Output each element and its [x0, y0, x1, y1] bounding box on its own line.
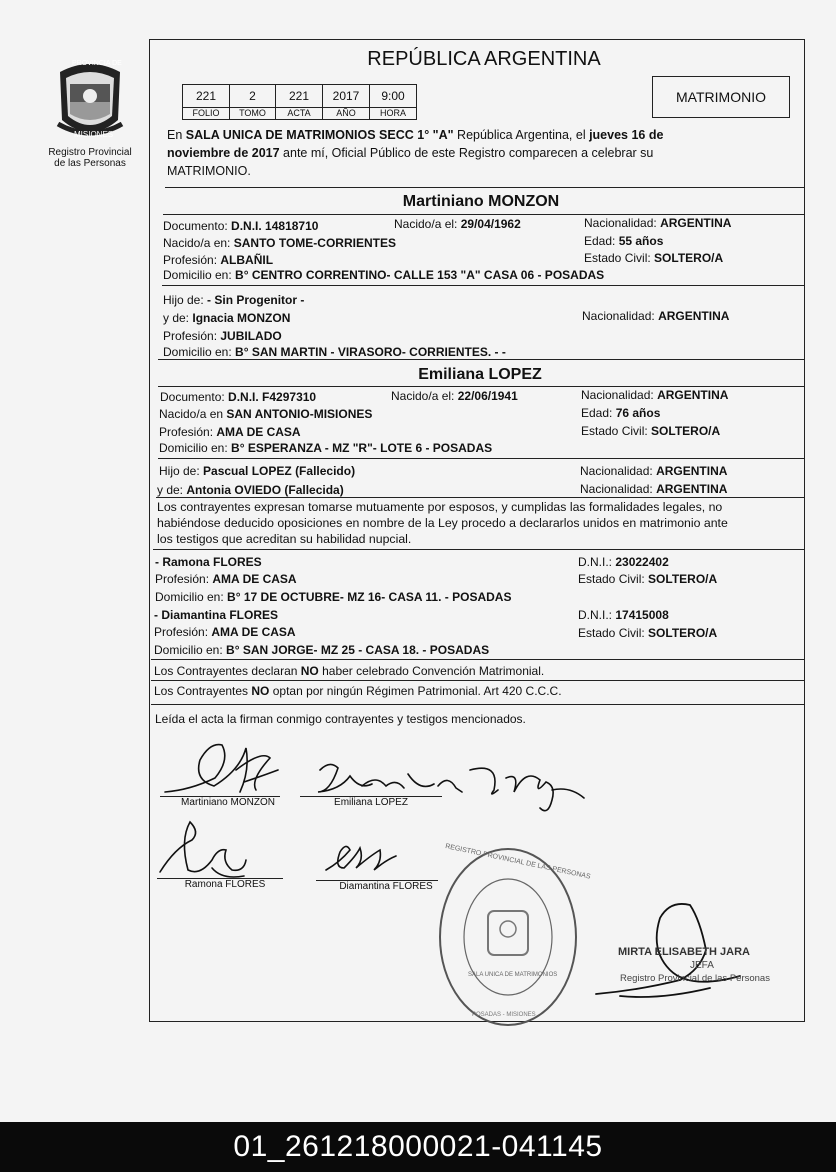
witness1-signature-label: Ramona FLORES [184, 879, 266, 890]
witness1-address: Domicilio en: B° 17 DE OCTUBRE- MZ 16- CASA 11. - POSADAS [155, 590, 512, 604]
tomo-caption: TOMO [229, 107, 276, 120]
bride-signature-label: Emiliana LOPEZ [334, 797, 408, 808]
anio-value: 2017 [322, 84, 370, 108]
official-title: JEFA [690, 960, 714, 971]
declaration-line-2: habiéndose deducido oposiciones en nombre de la Ley procedo a declararlos unidos en matrimonio ante [157, 516, 728, 530]
groom-mother-nationality: Nacionalidad: ARGENTINA [582, 309, 730, 323]
acta-caption: ACTA [275, 107, 323, 120]
hora-caption: HORA [369, 107, 417, 120]
intro-text-1: En [167, 128, 186, 142]
stamp-bottom-text: POSADAS - MISIONES [472, 1012, 536, 1018]
bride-mother: y de: Antonia OVIEDO (Fallecida) [157, 483, 344, 497]
bride-civil-status: Estado Civil: SOLTERO/A [581, 424, 721, 438]
groom-civil-status: Estado Civil: SOLTERO/A [584, 251, 724, 265]
folio-caption: FOLIO [182, 107, 230, 120]
witness2-address: Domicilio en: B° SAN JORGE- MZ 25 - CASA 18. - POSADAS [154, 643, 490, 657]
groom-profession: Profesión: ALBAÑIL [163, 253, 274, 267]
groom-age: Edad: 55 años [584, 234, 664, 248]
logo-caption-line2: de las Personas [54, 158, 126, 169]
groom-address: Domicilio en: B° CENTRO CORRENTINO- CALLE 153 "A" CASA 06 - POSADAS [163, 268, 605, 282]
scan-id-footer [0, 1122, 836, 1172]
witness2-civil-status: Estado Civil: SOLTERO/A [578, 626, 718, 640]
witness1-civil-status: Estado Civil: SOLTERO/A [578, 572, 718, 586]
intro-text-2: República Argentina, el [453, 128, 590, 142]
hora-value: 9:00 [369, 84, 417, 108]
witness2-profession: Profesión: AMA DE CASA [154, 625, 296, 639]
bride-mother-nationality: Nacionalidad: ARGENTINA [580, 482, 728, 496]
patrimonial-regime-statement: Los Contrayentes NO optan por ningún Régimen Patrimonial. Art 420 C.C.C. [154, 684, 562, 698]
act-type-label: MATRIMONIO [676, 89, 766, 105]
groom-father: Hijo de: - Sin Progenitor - [163, 293, 305, 307]
intro-date-1: jueves 16 de [589, 128, 664, 142]
page-title: REPÚBLICA ARGENTINA [367, 48, 601, 70]
logo-caption-line1: Registro Provincial [48, 147, 132, 158]
folio-value: 221 [182, 84, 230, 108]
logo-arc-bottom-text: MISIONES [74, 130, 114, 139]
bride-father: Hijo de: Pascual LOPEZ (Fallecido) [159, 464, 356, 478]
anio-caption: AÑO [322, 107, 370, 120]
witness1-name: - Ramona FLORES [155, 555, 262, 569]
groom-birthplace: Nacido/a en: SANTO TOME-CORRIENTES [163, 236, 396, 250]
bride-father-nationality: Nacionalidad: ARGENTINA [580, 464, 728, 478]
groom-signature-label: Martiniano MONZON [181, 797, 275, 808]
groom-mother-profession: Profesión: JUBILADO [163, 329, 282, 343]
scan-id-text: 01_261218000021-041145 [233, 1130, 603, 1163]
groom-mother: y de: Ignacia MONZON [163, 311, 291, 325]
witness1-dni: D.N.I.: 23022402 [578, 555, 669, 569]
declaration-line-1: Los contrayentes expresan tomarse mutuamente por esposos, y cumplidas las formalidades legales, no [157, 500, 723, 514]
groom-nationality: Nacionalidad: ARGENTINA [584, 216, 732, 230]
bride-birthplace: Nacido/a en SAN ANTONIO-MISIONES [159, 407, 373, 421]
stamp-inner-text: SALA UNICA DE MATRIMONIOS [468, 972, 558, 978]
bride-profession: Profesión: AMA DE CASA [159, 425, 301, 439]
convention-statement: Los Contrayentes declaran NO haber celebrado Convención Matrimonial. [154, 664, 545, 678]
witness1-profession: Profesión: AMA DE CASA [155, 572, 297, 586]
groom-birthdate: Nacido/a el: 29/04/1962 [394, 217, 521, 231]
groom-documento: Documento: D.N.I. 14818710 [163, 219, 319, 233]
bride-nationality: Nacionalidad: ARGENTINA [581, 388, 729, 402]
official-office: Registro Provincial de las Personas [620, 973, 770, 984]
witness2-name: - Diamantina FLORES [154, 608, 279, 622]
logo-arc-top-text: PROVINCIA DE [72, 60, 122, 67]
official-name: MIRTA ELISABETH JARA [618, 946, 750, 958]
intro-date-2: noviembre de 2017 [167, 146, 280, 160]
intro-text-3: ante mí, Oficial Público de este Registro comparecen a celebrar su [279, 146, 654, 160]
bride-birthdate: Nacido/a el: 22/06/1941 [391, 389, 518, 403]
witness2-signature-label: Diamantina FLORES [339, 881, 433, 892]
stamp-outer-text: REGISTRO PROVINCIAL DE LAS PERSONAS [444, 843, 592, 881]
bride-documento: Documento: D.N.I. F4297310 [160, 390, 317, 404]
acta-value: 221 [275, 84, 323, 108]
closing-statement: Leída el acta la firman conmigo contrayentes y testigos mencionados. [155, 712, 526, 726]
intro-text-4: MATRIMONIO. [167, 164, 251, 178]
intro-office: SALA UNICA DE MATRIMONIOS SECC 1° "A" [185, 128, 454, 142]
groom-mother-address: Domicilio en: B° SAN MARTIN - VIRASORO- CORRIENTES. - - [163, 345, 506, 359]
declaration-line-3: los testigos que acreditan su habilidad nupcial. [157, 532, 412, 546]
groom-name-heading: Martiniano MONZON [402, 193, 560, 210]
bride-name-heading: Emiliana LOPEZ [418, 366, 542, 383]
tomo-value: 2 [229, 84, 276, 108]
bride-age: Edad: 76 años [581, 406, 661, 420]
bride-address: Domicilio en: B° ESPERANZA - MZ "R"- LOTE 6 - POSADAS [159, 441, 493, 455]
witness2-dni: D.N.I.: 17415008 [578, 608, 669, 622]
